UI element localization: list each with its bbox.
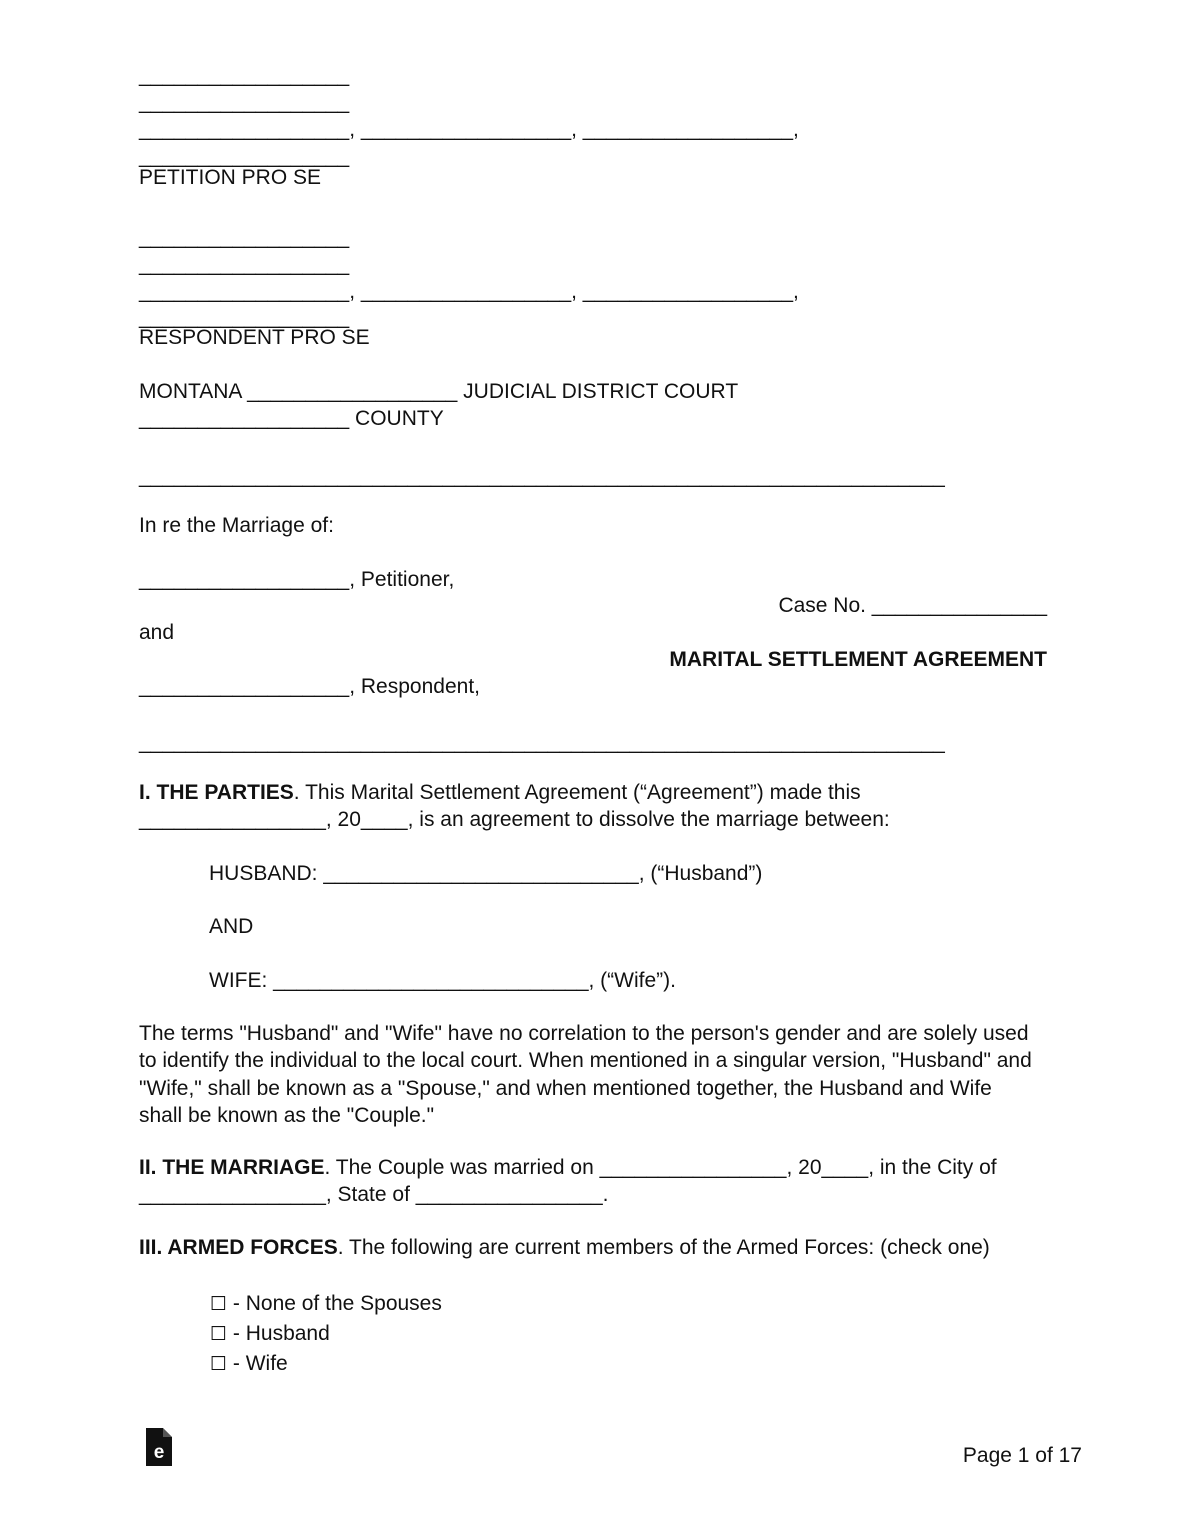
court-county-line: __________________ COUNTY [139,407,444,430]
section-3-heading: III. ARMED FORCES [139,1236,338,1259]
checkbox-icon[interactable]: ☐ [210,1293,228,1315]
caption-divider-bottom: _____________________________________________________________________ [139,731,945,754]
petitioner-street-blank: __________________ [139,91,350,114]
caption-divider-top: _____________________________________________________________________ [139,465,945,488]
respondent-city-state-zip-blanks: __________________, __________________, __________________, [139,280,799,303]
caption-and: and [139,621,175,644]
respondent-street-blank: __________________ [139,253,350,276]
section-2-heading: II. THE MARRIAGE [139,1156,325,1179]
and-label: AND [209,915,254,938]
document-title: MARITAL SETTLEMENT AGREEMENT [669,648,1047,671]
in-re-heading: In re the Marriage of: [139,514,334,537]
option-husband [210,1320,330,1348]
section-2-paragraph [139,1154,1039,1209]
respondent-phone-blank: __________________ [139,306,350,329]
respondent-caption-line: __________________, Respondent, [139,675,480,698]
eforms-logo-icon [146,1428,172,1466]
option-label: - Wife [232,1352,288,1375]
option-label: - Husband [232,1322,330,1345]
section-1-intro-line [139,779,861,806]
respondent-name-blank: __________________ [139,226,350,249]
section-3-text: . The following are current members of the Armed Forces: (check one) [337,1236,990,1259]
petitioner-phone-blank: __________________ [139,145,350,168]
section-1-heading: I. THE PARTIES [139,781,294,804]
court-district-line: MONTANA __________________ JUDICIAL DISTRICT COURT [139,380,739,403]
section-1-text: . This Marital Settlement Agreement (“Agreement”) made this [293,781,861,804]
section-2-text: . The Couple was married on ________________, 20____, in the City of ________________, State of ________________. [139,1156,997,1207]
logo-letter: e [153,1442,165,1463]
wife-line: WIFE: ___________________________, (“Wife”). [209,969,676,992]
respondent-label: RESPONDENT PRO SE [139,326,370,349]
petitioner-label: PETITION PRO SE [139,166,322,189]
case-number: Case No. _______________ [778,594,1047,617]
option-wife [210,1350,288,1378]
page-number: Page 1 of 17 [962,1444,1082,1467]
petitioner-name-blank: __________________ [139,64,350,87]
petitioner-city-state-zip-blanks: __________________, __________________, __________________, [139,118,799,141]
terms-paragraph: The terms "Husband" and "Wife" have no correlation to the person's gender and are solely used to identify the individual to the local court. When mentioned in a singular version, "Husband" and "Wife," shall be known as a "Spouse," and when mentioned together, the Husband and Wife shall be known as the "Couple." [139,1022,1032,1127]
section-3-paragraph [139,1234,1039,1261]
section-1-date-line: ________________, 20____, is an agreement to dissolve the marriage between: [139,808,890,831]
checkbox-icon[interactable]: ☐ [210,1323,228,1345]
option-none-of-the-spouses [210,1290,442,1318]
option-label: - None of the Spouses [232,1292,442,1315]
petitioner-caption-line: __________________, Petitioner, [139,568,455,591]
husband-line: HUSBAND: ___________________________, (“Husband”) [209,862,763,885]
checkbox-icon[interactable]: ☐ [210,1353,228,1375]
